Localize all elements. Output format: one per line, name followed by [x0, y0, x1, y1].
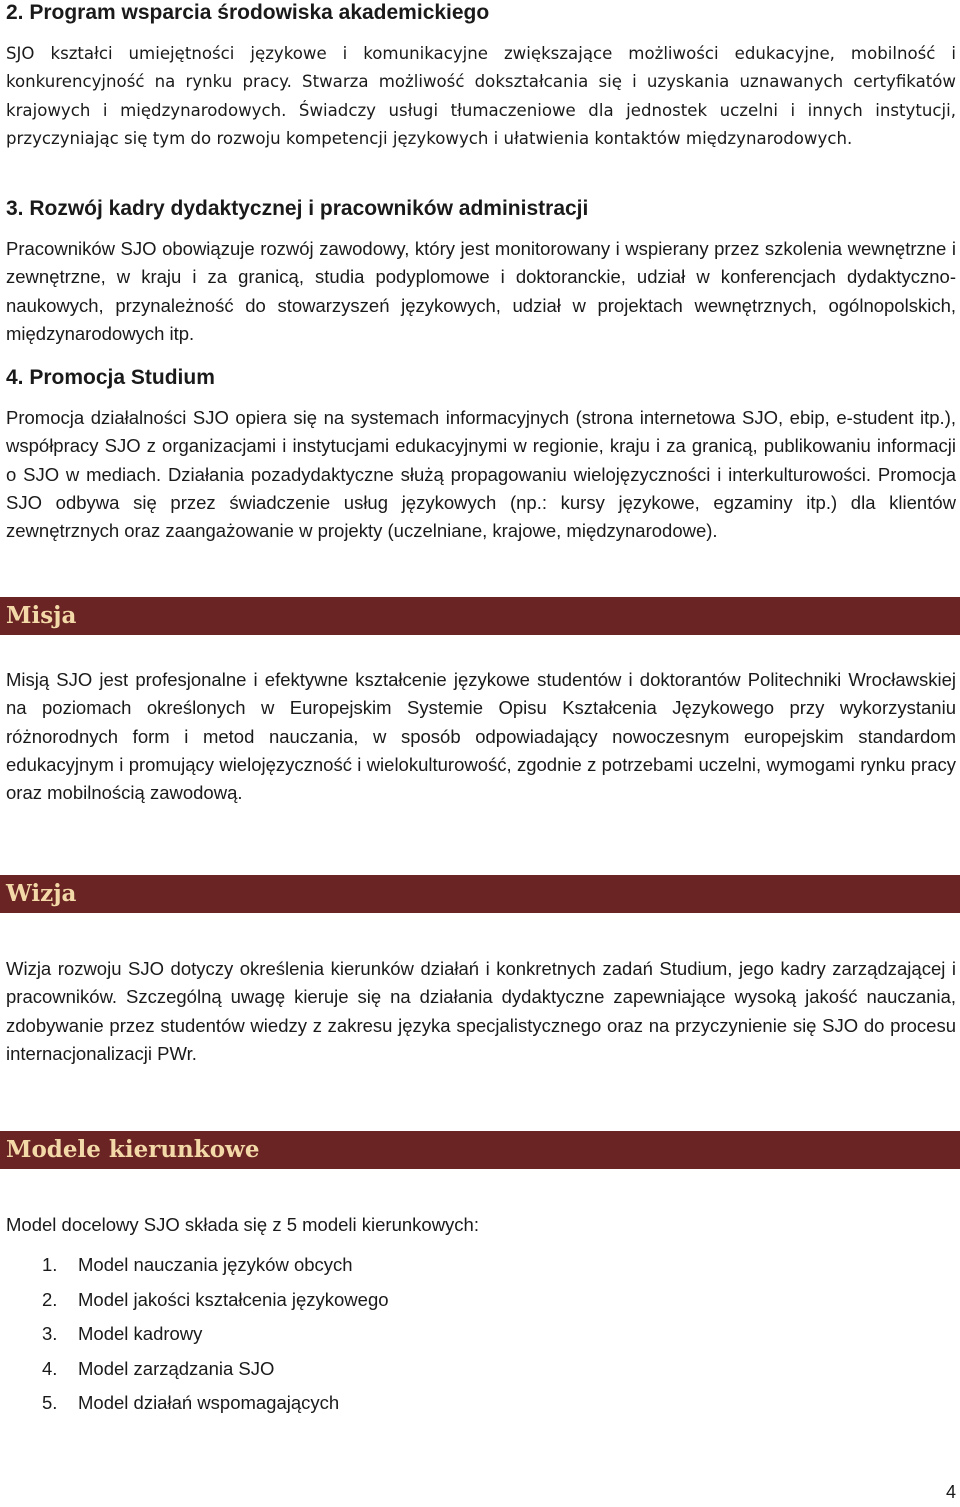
- list-item: [6, 1317, 389, 1352]
- list-item-number: 3.: [42, 1323, 58, 1344]
- misja-heading-band: Misja: [0, 597, 960, 635]
- list-item-label: Model jakości kształcenia językowego: [78, 1288, 389, 1310]
- section-4-text: Promocja działalności SJO opiera się na systemach informacyjnych (strona internetowa SJO, ebip, e-student itp.), współpracy SJO z organizacjami i instytucjami edukacyjnymi w regionie, kraju i za granicą, publikowaniu informacji o SJO w mediach. Działania pozadydaktyczne służą propagowaniu wielojęzyczności i interkulturowości. Promocja SJO odbywa się przez świadczenie usług językowych (np.: kursy językowe, egzaminy itp.) dla klientów zewnętrznych oraz zaangażowanie w projekty (uczelniane, krajowe, międzynarodowe).: [6, 407, 956, 542]
- list-item: [6, 1386, 389, 1421]
- list-item-number: 4.: [42, 1357, 58, 1379]
- models-list: [6, 1248, 389, 1421]
- list-item: [6, 1283, 389, 1318]
- list-item: [6, 1248, 389, 1283]
- section-3-text: Pracowników SJO obowiązuje rozwój zawodowy, który jest monitorowany i wspierany przez szkolenia wewnętrzne i zewnętrzne, w kraju i za granicą, studia podyplomowe i doktoranckie, udział w konferencjach dydaktyczno-naukowych, przynależność do stowarzyszeń językowych, udział w projektach wewnętrznych, ogólnopolskich, międzynarodowych itp.: [6, 238, 956, 344]
- list-item: [6, 1352, 389, 1387]
- modele-heading-band: Modele kierunkowe: [0, 1131, 960, 1169]
- list-item-number: 1.: [42, 1254, 58, 1275]
- section-2-text: SJO kształci umiejętności językowe i komunikacyjne zwiększające możliwości edukacyjne, mobilność i konkurencyjność na rynku pracy. Stwarza możliwość dokształcania się i uzyskania uznawanych certyfikatów krajowych i międzynarodowych. Świadczy usługi tłumaczeniowe dla jednostek uczelni i innych instytucji, przyczyniając się tym do rozwoju kompetencji językowych i ułatwienia kontaktów międzynarodowych.: [6, 44, 956, 148]
- list-item-label: Model nauczania języków obcych: [78, 1254, 353, 1275]
- list-item-label: Model działań wspomagających: [78, 1392, 340, 1413]
- list-item-label: Model kadrowy: [78, 1323, 203, 1344]
- wizja-heading-band: Wizja: [0, 875, 960, 913]
- section-2-heading: 2. Program wsparcia środowiska akademickiego: [6, 1, 490, 24]
- page-number: 4: [945, 1482, 956, 1502]
- modele-intro: Model docelowy SJO składa się z 5 modeli kierunkowych:: [6, 1214, 479, 1235]
- section-3-heading: 3. Rozwój kadry dydaktycznej i pracowników administracji: [6, 197, 589, 220]
- section-4-heading: 4. Promocja Studium: [6, 366, 215, 389]
- wizja-text: Wizja rozwoju SJO dotyczy określenia kierunków działań i konkretnych zadań Studium, jego kadry zarządzającej i pracowników. Szczególną uwagę kieruje się na działania dydaktyczne zapewniające wysoką jakość nauczania, zdobywanie przez studentów wiedzy z zakresu języka specjalistycznego oraz na przyczynienie się SJO do procesu internacjonalizacji PWr.: [6, 958, 956, 1064]
- list-item-number: 2.: [42, 1288, 58, 1310]
- list-item-label: Model zarządzania SJO: [78, 1357, 275, 1379]
- list-item-number: 5.: [42, 1392, 58, 1413]
- misja-text: Misją SJO jest profesjonalne i efektywne kształcenie językowe studentów i doktorantów Politechniki Wrocławskiej na poziomach określonych w Europejskim Systemie Opisu Kształcenia Językowego przy wykorzystaniu różnorodnych form i metod nauczania, w sposób odpowiadający nowoczesnym europejskim standardom edukacyjnym i promujący wielojęzyczność i wielokulturowość, zgodnie z potrzebami uczelni, wymogami rynku pracy oraz mobilnością zawodową.: [6, 669, 956, 804]
